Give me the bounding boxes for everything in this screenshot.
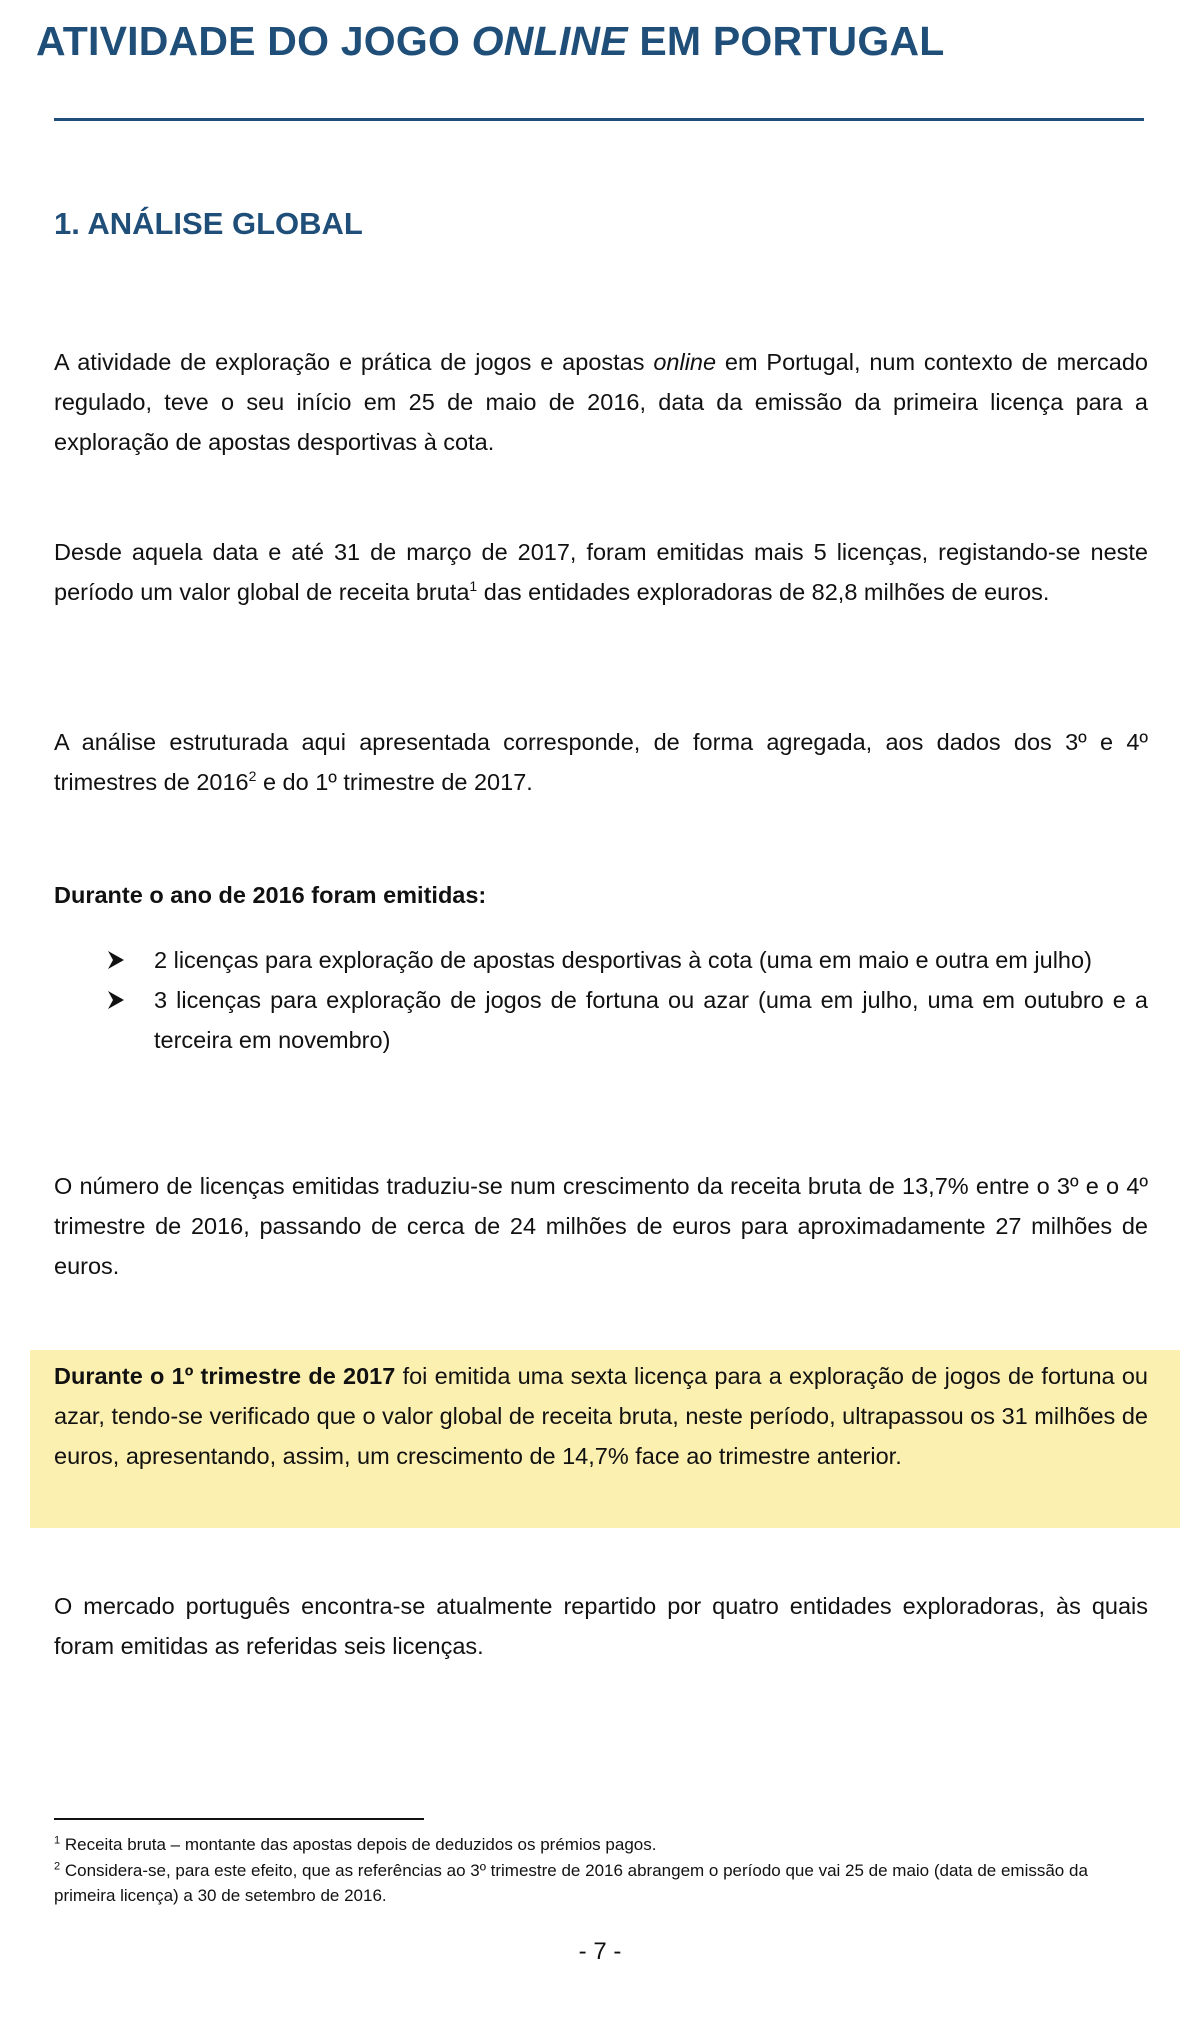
footnote-marker: 1 (54, 1834, 61, 1847)
title-part-1: ATIVIDADE DO JOGO (36, 18, 472, 64)
highlight-bold-text: Durante o 1º trimestre de 2017 (54, 1363, 396, 1389)
title-part-2: EM PORTUGAL (627, 18, 945, 64)
footnote-text: Receita bruta – montante das apostas depois de deduzidos os prémios pagos. (60, 1835, 657, 1854)
footnote-1 (54, 1832, 1148, 1857)
arrowhead-bullet-icon (106, 949, 126, 971)
arrowhead-bullet-icon (106, 989, 126, 1011)
title-italic: ONLINE (471, 18, 628, 64)
paragraph-analysis-text-a: A análise estruturada aqui apresentada corresponde, de forma agregada, aos dados dos 3º e 4º trimestres de 2016 (54, 729, 1148, 795)
list-item (54, 940, 1148, 980)
licence-list (54, 940, 1148, 1060)
highlight-text: foi emitida uma sexta licença para a exploração de jogos de fortuna ou azar, tendo-se verificado que o valor global de receita bruta, neste período, ultrapassou os 31 milhões de euros, apresentando, assim, um crescimento de 14,7% face ao trimestre anterior. (54, 1363, 1148, 1469)
paragraph-licences-text-a: Desde aquela data e até 31 de março de 2017, foram emitidas mais 5 licenças, registando-se neste período um valor global de receita bruta (54, 539, 1148, 605)
footnote-2 (54, 1858, 1148, 1908)
paragraph-intro-italic: online (653, 349, 717, 375)
page-title (36, 18, 945, 65)
paragraph-intro (54, 342, 1148, 462)
paragraph-licences-text-b: das entidades exploradoras de 82,8 milhões de euros. (477, 579, 1050, 605)
footnote-ref-2: 2 (248, 768, 257, 785)
paragraph-market: O mercado português encontra-se atualmente repartido por quatro entidades exploradoras, às quais foram emitidas as referidas seis licenças. (54, 1593, 1148, 1659)
list-item (54, 980, 1148, 1060)
paragraph-analysis (54, 722, 1148, 802)
section-heading: 1. ANÁLISE GLOBAL (54, 206, 363, 241)
footnote-marker: 2 (54, 1860, 61, 1873)
paragraph-intro-text-a: A atividade de exploração e prática de jogos e apostas (54, 349, 654, 375)
page-number: - 7 - (578, 1938, 622, 1965)
paragraph-highlight (54, 1356, 1148, 1476)
paragraph-intro-text-b: em Portugal, num contexto de mercado regulado, teve o seu início em 25 de maio de 2016, data da emissão da primeira licença para a exploração de apostas desportivas à cota. (54, 349, 1148, 455)
title-underline (54, 118, 1144, 121)
paragraph-growth: O número de licenças emitidas traduziu-se num crescimento da receita bruta de 13,7% entre o 3º e o 4º trimestre de 2016, passando de cerca de 24 milhões de euros para aproximadamente 27 milhões de euros. (54, 1173, 1148, 1279)
paragraph-analysis-text-b: e do 1º trimestre de 2017. (256, 769, 533, 795)
paragraph-licences (54, 532, 1148, 612)
list-item-text: 3 licenças para exploração de jogos de fortuna ou azar (uma em julho, uma em outubro e a terceira em novembro) (154, 987, 1148, 1053)
list-heading: Durante o ano de 2016 foram emitidas: (54, 882, 487, 908)
list-item-text: 2 licenças para exploração de apostas desportivas à cota (uma em maio e outra em julho) (154, 947, 1092, 973)
footnote-ref-1: 1 (469, 578, 478, 595)
footnote-separator (54, 1818, 424, 1820)
footnote-text: Considera-se, para este efeito, que as referências ao 3º trimestre de 2016 abrangem o período que vai 25 de maio (data de emissão da primeira licença) a 30 de setembro de 2016. (54, 1861, 1088, 1905)
